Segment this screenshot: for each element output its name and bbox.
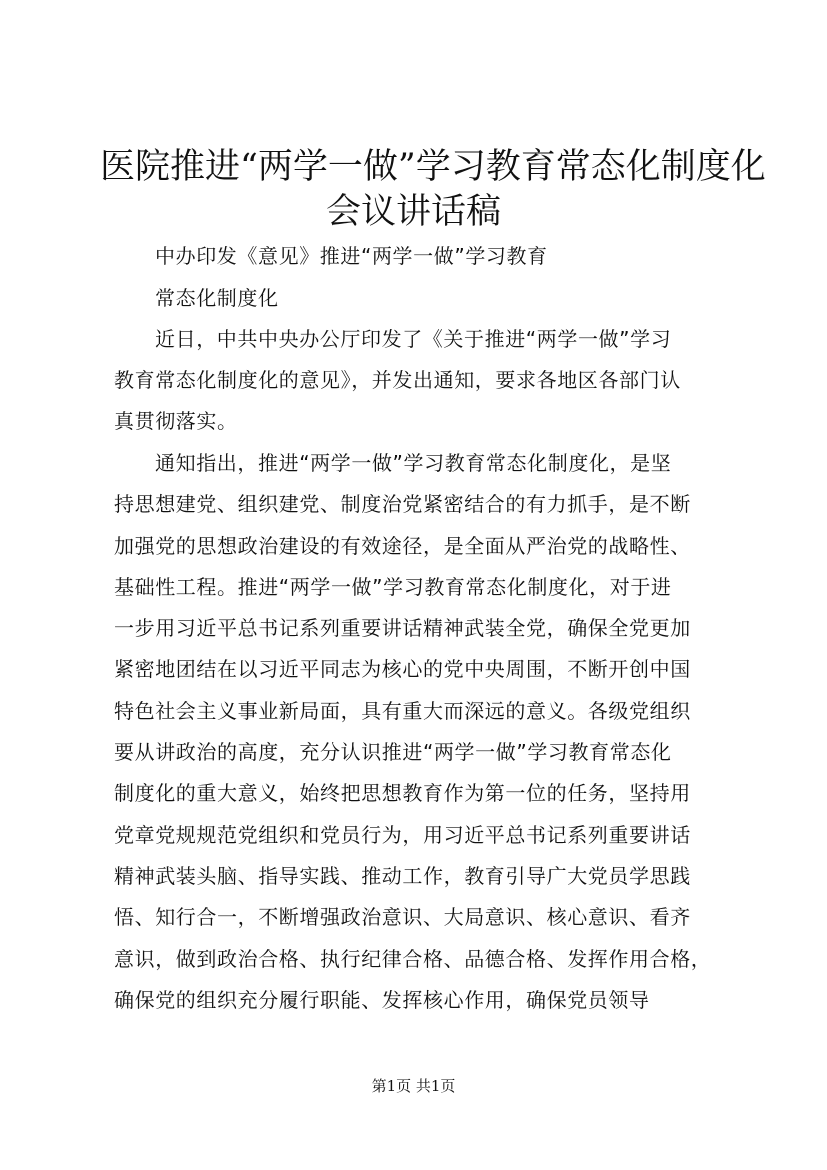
body-line: 精神武装头脑、指导实践、推动工作，教育引导广大党员学思践: [114, 864, 691, 888]
body-line: 紧密地团结在以习近平同志为核心的党中央周围，不断开创中国: [114, 657, 691, 681]
body-line: 加强党的思想政治建设的有效途径，是全面从严治党的战略性、: [114, 534, 691, 558]
body-line: 党章党规规范党组织和党员行为，用习近平总书记系列重要讲话: [114, 823, 691, 847]
body-line: 特色社会主义事业新局面，具有重大而深远的意义。各级党组织: [114, 699, 691, 723]
body-line: 悟、知行合一，不断增强政治意识、大局意识、核心意识、看齐: [114, 905, 691, 929]
body-line: 教育常态化制度化的意见》，并发出通知，要求各地区各部门认: [114, 368, 681, 392]
body-line: 意识，做到政治合格、执行纪律合格、品德合格、发挥作用合格，: [114, 947, 712, 971]
document-title-line-1: 医院推进“两学一做”学习教育常态化制度化: [100, 147, 766, 187]
body-line: 中办印发《意见》推进“两学一做”学习教育: [155, 244, 548, 268]
body-line: 确保党的组织充分履行职能、发挥核心作用，确保党员领导: [114, 988, 650, 1012]
body-line: 通知指出，推进“两学一做”学习教育常态化制度化，是坚: [155, 451, 672, 475]
body-line: 近日，中共中央办公厅印发了《关于推进“两学一做”学习: [155, 327, 672, 351]
body-line: 制度化的重大意义，始终把思想教育作为第一位的任务，坚持用: [114, 781, 691, 805]
page-footer: 第1页 共1页: [371, 1077, 456, 1095]
body-line: 一步用习近平总书记系列重要讲话精神武装全党，确保全党更加: [114, 616, 691, 640]
document-title-line-2: 会议讲话稿: [325, 192, 501, 232]
body-line: 要从讲政治的高度，充分认识推进“两学一做”学习教育常态化: [114, 740, 672, 764]
body-line: 真贯彻落实。: [114, 409, 238, 433]
body-line: 基础性工程。推进“两学一做”学习教育常态化制度化，对于进: [114, 575, 672, 599]
body-line: 持思想建党、组织建党、制度治党紧密结合的有力抓手，是不断: [114, 492, 691, 516]
body-line: 常态化制度化: [155, 286, 279, 310]
